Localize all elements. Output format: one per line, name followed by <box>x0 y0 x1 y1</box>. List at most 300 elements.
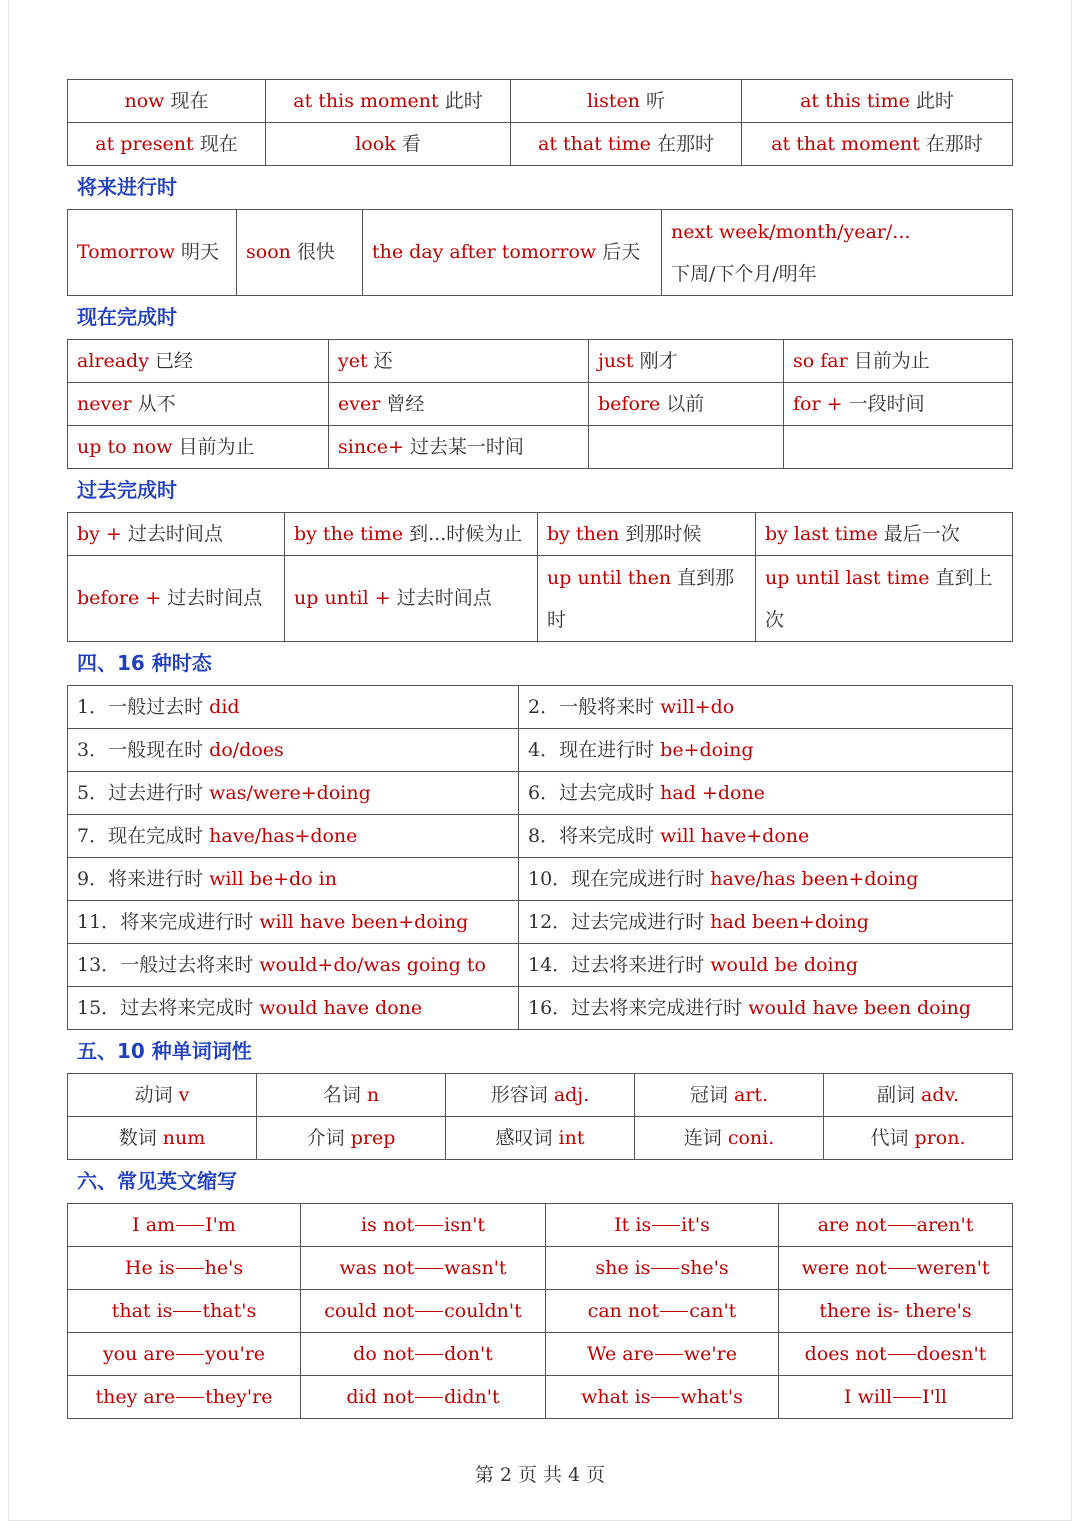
contraction: I'm <box>205 1213 236 1236</box>
tense-form: will be+do in <box>209 867 337 890</box>
table-cell <box>329 340 589 383</box>
term-cn: 到...时候为止 <box>409 522 523 545</box>
full-form: was not <box>339 1256 415 1279</box>
table-cell <box>742 80 1013 123</box>
full-form: He is <box>124 1256 175 1279</box>
word-class-abbr: art. <box>733 1083 769 1106</box>
table-cell <box>237 210 363 296</box>
tense-number: 4． <box>528 738 560 761</box>
tense-form: had been+doing <box>710 910 869 933</box>
term-en: up until then <box>547 566 672 589</box>
table-cell <box>519 815 1013 858</box>
tense-name: 一般过去将来时 <box>120 953 254 976</box>
term-en: by then <box>547 522 620 545</box>
tense-number: 1． <box>77 695 109 718</box>
full-form: It is <box>614 1213 652 1236</box>
word-class-abbr: coni. <box>727 1126 775 1149</box>
dash-line <box>176 1354 204 1355</box>
term-cn: 此时 <box>915 89 954 112</box>
contraction: what's <box>680 1385 743 1408</box>
dash-line <box>893 1397 921 1398</box>
dash-line <box>415 1354 443 1355</box>
document-content <box>67 79 1012 1419</box>
full-form: she is <box>595 1256 651 1279</box>
table-cell <box>266 123 511 166</box>
table-row <box>68 772 1013 815</box>
term-cn: 在那时 <box>925 132 983 155</box>
term-cn: 目前为止 <box>853 349 930 372</box>
dash-line <box>415 1268 443 1269</box>
dash-line <box>652 1225 680 1226</box>
table-cell <box>519 858 1013 901</box>
table-cell <box>589 340 784 383</box>
table-row <box>68 729 1013 772</box>
contraction: isn't <box>444 1213 486 1236</box>
tense-form: will+do <box>660 695 735 718</box>
dash-line <box>176 1268 204 1269</box>
table-cell <box>538 556 756 642</box>
term-en: so far <box>793 349 848 372</box>
word-class-cn: 形容词 <box>490 1083 548 1106</box>
term-en: listen <box>586 89 640 112</box>
table-cell <box>68 1247 301 1290</box>
table-cell <box>756 513 1013 556</box>
contraction: it's <box>681 1213 710 1236</box>
tense-number: 8． <box>528 824 560 847</box>
tense-form: would be doing <box>710 953 858 976</box>
full-form: is not <box>360 1213 415 1236</box>
table-cell <box>68 1290 301 1333</box>
tense-name: 现在完成时 <box>108 824 204 847</box>
contraction: didn't <box>444 1385 500 1408</box>
table-cell <box>538 513 756 556</box>
tense-number: 11． <box>77 910 121 933</box>
term-en: at this time <box>800 89 910 112</box>
term-en: up until last time <box>765 566 930 589</box>
term-en: just <box>598 349 634 372</box>
table-cell <box>779 1333 1013 1376</box>
term-en: at present <box>95 132 194 155</box>
word-classes-table <box>67 1073 1013 1160</box>
contraction: they're <box>205 1385 273 1408</box>
term-cn: 明天 <box>181 241 220 264</box>
term-cn: 目前为止 <box>178 435 255 458</box>
tense-number: 12． <box>528 910 572 933</box>
table-cell <box>742 123 1013 166</box>
term-cn: 现在 <box>170 89 209 112</box>
tense-number: 15． <box>77 996 121 1019</box>
heading-16-tenses: 四、16 种时态 <box>77 651 212 675</box>
contraction: wasn't <box>444 1256 507 1279</box>
term-en: already <box>77 349 149 372</box>
tense-name: 一般过去时 <box>108 695 204 718</box>
table-cell <box>635 1074 824 1117</box>
table-cell <box>266 80 511 123</box>
term-cn: 直到上次 <box>765 566 993 631</box>
table-cell <box>779 1247 1013 1290</box>
table-cell <box>68 340 329 383</box>
table-cell <box>68 1074 257 1117</box>
term-cn: 过去时间点 <box>127 522 223 545</box>
full-form: what is <box>581 1385 651 1408</box>
dash-line <box>888 1225 916 1226</box>
dash-line <box>651 1397 679 1398</box>
table-cell <box>635 1117 824 1160</box>
table-cell <box>329 426 589 469</box>
table-cell <box>824 1117 1013 1160</box>
word-class-abbr: prep <box>350 1126 396 1149</box>
heading-word-classes: 五、10 种单词词性 <box>77 1039 252 1063</box>
term-en: before <box>598 392 661 415</box>
word-class-cn: 代词 <box>870 1126 909 1149</box>
tense-name: 将来完成时 <box>559 824 655 847</box>
table-cell <box>546 1290 779 1333</box>
dash-line <box>176 1225 204 1226</box>
term-en: next week/month/year/... <box>671 220 911 243</box>
table-row <box>68 556 1013 642</box>
table-cell <box>519 944 1013 987</box>
tense-form: have/has+done <box>209 824 358 847</box>
full-form: were not <box>801 1256 887 1279</box>
term-cn: 曾经 <box>386 392 425 415</box>
word-class-cn: 冠词 <box>689 1083 728 1106</box>
term-cn: 过去某一时间 <box>409 435 524 458</box>
contraction: she's <box>680 1256 729 1279</box>
full-form: that is <box>111 1299 173 1322</box>
full-form: do not <box>353 1342 415 1365</box>
tense-name: 一般现在时 <box>108 738 204 761</box>
tense-form: was/were+doing <box>209 781 371 804</box>
table-cell <box>662 210 1013 296</box>
word-class-abbr: pron. <box>914 1126 966 1149</box>
full-form: does not <box>804 1342 887 1365</box>
table-row <box>68 901 1013 944</box>
table-cell <box>301 1204 546 1247</box>
contraction: don't <box>444 1342 493 1365</box>
contraction: aren't <box>916 1213 974 1236</box>
tense-name: 过去将来进行时 <box>571 953 705 976</box>
term-cn: 过去时间点 <box>167 587 263 610</box>
table-cell <box>68 686 519 729</box>
tense-name: 过去完成进行时 <box>571 910 705 933</box>
table-cell <box>257 1117 446 1160</box>
term-en: by + <box>77 522 122 545</box>
signal-words-table <box>67 79 1013 166</box>
dash-line <box>651 1268 679 1269</box>
tenses-table <box>67 685 1013 1030</box>
term-cn: 过去时间点 <box>396 587 492 610</box>
full-form: there is- there's <box>819 1299 972 1322</box>
contraction: can't <box>689 1299 737 1322</box>
contraction: we're <box>683 1342 737 1365</box>
table-cell <box>779 1290 1013 1333</box>
tense-form: will have been+doing <box>259 910 469 933</box>
future-continuous-table <box>67 209 1013 296</box>
term-en: at that moment <box>771 132 920 155</box>
tense-name: 现在进行时 <box>559 738 655 761</box>
term-cn: 最后一次 <box>883 522 960 545</box>
table-cell <box>329 383 589 426</box>
full-form: I will <box>844 1385 893 1408</box>
table-cell <box>546 1376 779 1419</box>
full-form: you are <box>102 1342 176 1365</box>
tense-name: 现在完成进行时 <box>571 867 705 890</box>
table-row <box>68 858 1013 901</box>
table-cell <box>546 1247 779 1290</box>
contraction: couldn't <box>444 1299 522 1322</box>
tense-name: 过去将来完成进行时 <box>571 996 743 1019</box>
word-class-abbr: adv. <box>921 1083 960 1106</box>
table-cell <box>68 944 519 987</box>
table-row <box>68 513 1013 556</box>
term-cn: 以前 <box>666 392 705 415</box>
term-cn: 很快 <box>296 241 335 264</box>
dash-line <box>888 1354 916 1355</box>
table-cell <box>257 1074 446 1117</box>
tense-form: would have done <box>259 996 423 1019</box>
past-perfect-table <box>67 512 1013 642</box>
contraction: I'll <box>922 1385 947 1408</box>
term-cn: 听 <box>646 89 666 112</box>
tense-form: do/does <box>209 738 284 761</box>
dash-line <box>176 1397 204 1398</box>
tense-name: 过去进行时 <box>108 781 204 804</box>
word-class-abbr: adj. <box>553 1083 590 1106</box>
table-cell <box>784 383 1013 426</box>
table-row <box>68 1074 1013 1117</box>
word-class-cn: 动词 <box>134 1083 173 1106</box>
table-cell <box>68 80 266 123</box>
term-en: up to now <box>77 435 173 458</box>
term-cn: 此时 <box>444 89 483 112</box>
table-row <box>68 1247 1013 1290</box>
table-cell <box>285 556 538 642</box>
word-class-cn: 连词 <box>683 1126 722 1149</box>
contraction: you're <box>205 1342 266 1365</box>
table-cell <box>779 1376 1013 1419</box>
table-cell <box>519 901 1013 944</box>
full-form: could not <box>324 1299 415 1322</box>
word-class-abbr: v <box>178 1083 190 1106</box>
table-cell <box>511 123 742 166</box>
tense-number: 13． <box>77 953 121 976</box>
term-en: up until + <box>294 587 391 610</box>
tense-form: would+do/was going to <box>259 953 486 976</box>
word-class-cn: 感叹词 <box>495 1126 553 1149</box>
table-cell <box>68 210 237 296</box>
word-class-abbr: num <box>162 1126 206 1149</box>
table-row <box>68 340 1013 383</box>
full-form: We are <box>587 1342 654 1365</box>
table-row <box>68 210 1013 296</box>
dash-line <box>888 1268 916 1269</box>
term-cn: 下周/下个月/明年 <box>671 262 817 285</box>
full-form: are not <box>817 1213 887 1236</box>
tense-number: 7． <box>77 824 109 847</box>
table-cell <box>519 987 1013 1030</box>
table-row <box>68 686 1013 729</box>
tense-number: 9． <box>77 867 109 890</box>
table-cell <box>301 1247 546 1290</box>
table-cell <box>68 1376 301 1419</box>
term-cn: 到那时候 <box>625 522 702 545</box>
tense-form: did <box>209 695 240 718</box>
word-class-cn: 介词 <box>306 1126 345 1149</box>
table-row <box>68 1290 1013 1333</box>
table-row <box>68 987 1013 1030</box>
tense-name: 一般将来时 <box>559 695 655 718</box>
tense-number: 16． <box>528 996 572 1019</box>
table-cell <box>301 1290 546 1333</box>
term-en: yet <box>338 349 368 372</box>
term-en: look <box>355 132 396 155</box>
term-cn: 后天 <box>602 241 641 264</box>
tense-number: 14． <box>528 953 572 976</box>
tense-name: 过去完成时 <box>559 781 655 804</box>
table-row <box>68 815 1013 858</box>
table-cell <box>446 1074 635 1117</box>
contraction: weren't <box>916 1256 990 1279</box>
term-en: now <box>124 89 165 112</box>
tense-name: 将来完成进行时 <box>120 910 254 933</box>
table-row <box>68 1376 1013 1419</box>
heading-future-continuous: 将来进行时 <box>77 175 177 199</box>
present-perfect-table <box>67 339 1013 469</box>
word-class-cn: 副词 <box>876 1083 915 1106</box>
tense-form: had +done <box>660 781 765 804</box>
table-cell <box>779 1204 1013 1247</box>
table-cell <box>68 383 329 426</box>
term-en: by the time <box>294 522 404 545</box>
table-row <box>68 383 1013 426</box>
table-cell <box>824 1074 1013 1117</box>
table-cell <box>68 1117 257 1160</box>
dash-line <box>415 1311 443 1312</box>
tense-form: will have+done <box>660 824 810 847</box>
tense-number: 10． <box>528 867 572 890</box>
table-cell <box>446 1117 635 1160</box>
table-row <box>68 1204 1013 1247</box>
table-row <box>68 1333 1013 1376</box>
table-cell <box>68 858 519 901</box>
word-class-abbr: n <box>366 1083 380 1106</box>
table-cell <box>68 772 519 815</box>
table-row <box>68 944 1013 987</box>
table-cell <box>511 80 742 123</box>
word-class-abbr: int <box>558 1126 585 1149</box>
full-form: can not <box>587 1299 660 1322</box>
table-cell <box>519 772 1013 815</box>
table-cell <box>68 556 285 642</box>
table-cell <box>301 1333 546 1376</box>
term-cn: 已经 <box>155 349 194 372</box>
term-en: Tomorrow <box>77 241 175 264</box>
dash-line <box>415 1397 443 1398</box>
full-form: I am <box>132 1213 176 1236</box>
table-row <box>68 80 1013 123</box>
term-en: soon <box>246 241 291 264</box>
table-cell <box>68 815 519 858</box>
tense-number: 2． <box>528 695 560 718</box>
term-en: before + <box>77 587 162 610</box>
term-en: the day after tomorrow <box>372 241 597 264</box>
term-en: at this moment <box>293 89 439 112</box>
tense-name: 过去将来完成时 <box>120 996 254 1019</box>
table-cell <box>546 1333 779 1376</box>
table-cell <box>589 426 784 469</box>
table-cell <box>363 210 662 296</box>
table-cell <box>546 1204 779 1247</box>
table-cell <box>519 686 1013 729</box>
tense-name: 将来进行时 <box>108 867 204 890</box>
table-cell <box>68 513 285 556</box>
full-form: they are <box>95 1385 176 1408</box>
term-cn: 一段时间 <box>848 392 925 415</box>
tense-number: 3． <box>77 738 109 761</box>
term-cn: 看 <box>401 132 421 155</box>
heading-contractions: 六、常见英文缩写 <box>77 1169 237 1193</box>
term-cn: 在那时 <box>656 132 714 155</box>
contraction: that's <box>202 1299 257 1322</box>
table-cell <box>756 556 1013 642</box>
word-class-cn: 名词 <box>322 1083 361 1106</box>
tense-form: have/has been+doing <box>710 867 919 890</box>
table-cell <box>301 1376 546 1419</box>
table-row <box>68 1117 1013 1160</box>
term-en: ever <box>338 392 381 415</box>
dash-line <box>655 1354 683 1355</box>
heading-past-perfect: 过去完成时 <box>77 478 177 502</box>
term-en: for + <box>793 392 843 415</box>
table-cell <box>784 340 1013 383</box>
contraction: he's <box>204 1256 244 1279</box>
dash-line <box>173 1311 201 1312</box>
table-cell <box>68 901 519 944</box>
term-cn: 从不 <box>137 392 176 415</box>
term-en: at that time <box>538 132 651 155</box>
term-cn: 还 <box>373 349 393 372</box>
table-cell <box>68 987 519 1030</box>
full-form: did not <box>346 1385 415 1408</box>
term-cn: 直到那时 <box>547 566 735 631</box>
term-en: never <box>77 392 132 415</box>
contractions-table <box>67 1203 1013 1419</box>
table-row <box>68 123 1013 166</box>
table-cell <box>589 383 784 426</box>
word-class-cn: 数词 <box>118 1126 157 1149</box>
table-row <box>68 426 1013 469</box>
table-cell <box>68 123 266 166</box>
term-cn: 现在 <box>199 132 238 155</box>
dash-line <box>660 1311 688 1312</box>
table-cell <box>784 426 1013 469</box>
tense-number: 6． <box>528 781 560 804</box>
table-cell <box>68 1204 301 1247</box>
term-en: since+ <box>338 435 404 458</box>
table-cell <box>519 729 1013 772</box>
tense-form: be+doing <box>660 738 754 761</box>
contraction: doesn't <box>916 1342 987 1365</box>
dash-line <box>415 1225 443 1226</box>
table-cell <box>68 426 329 469</box>
table-cell <box>68 729 519 772</box>
term-en: by last time <box>765 522 878 545</box>
table-cell <box>68 1333 301 1376</box>
page-footer: 第 2 页 共 4 页 <box>474 1464 606 1486</box>
heading-present-perfect: 现在完成时 <box>77 305 177 329</box>
tense-form: would have been doing <box>748 996 972 1019</box>
term-cn: 刚才 <box>639 349 678 372</box>
